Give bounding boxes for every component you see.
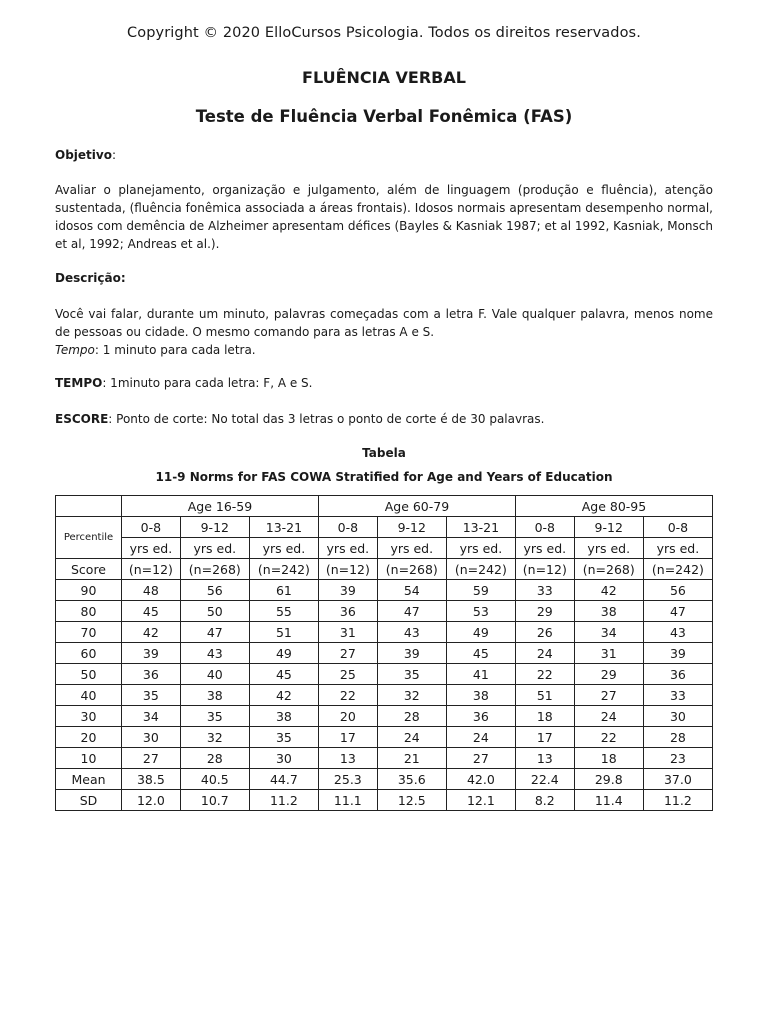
row-label-cell: 60 [56,643,122,664]
descricao-text: Você vai falar, durante um minuto, palavras começadas com a letra F. Vale qualquer palavra, menos nome de pessoas ou cidade. O mesmo comando para as letras A e S. [55,307,713,339]
score-cell: 13 [318,748,377,769]
score-cell: 38 [446,685,515,706]
row-label-cell: 40 [56,685,122,706]
score-cell: 38 [180,685,249,706]
descricao-tempo-text: : 1 minuto para cada letra. [94,343,256,357]
score-cell: 22 [574,727,643,748]
units-cell: yrs ed. [515,538,574,559]
table-row [56,601,713,622]
score-cell: 47 [180,622,249,643]
sample-size-cell: (n=242) [643,559,712,580]
escore-line [55,410,713,428]
units-cell: yrs ed. [249,538,318,559]
score-cell: 22.4 [515,769,574,790]
score-cell: 40.5 [180,769,249,790]
score-cell: 24 [515,643,574,664]
score-cell: 43 [643,622,712,643]
score-cell: 24 [574,706,643,727]
table-row [56,685,713,706]
units-row [56,538,713,559]
score-cell: 27 [574,685,643,706]
sample-size-cell: (n=242) [249,559,318,580]
table-row [56,706,713,727]
score-cell: 49 [446,622,515,643]
score-cell: 30 [249,748,318,769]
score-cell: 25.3 [318,769,377,790]
row-label-cell: 50 [56,664,122,685]
score-cell: 18 [574,748,643,769]
score-cell: 30 [643,706,712,727]
row-label-cell: 90 [56,580,122,601]
row-label-cell: Mean [56,769,122,790]
score-cell: 41 [446,664,515,685]
education-row [56,517,713,538]
score-cell: 38 [249,706,318,727]
score-cell: 28 [643,727,712,748]
education-header: 13-21 [446,517,515,538]
age-group-header: Age 80-95 [515,496,712,517]
score-cell: 8.2 [515,790,574,811]
score-cell: 39 [643,643,712,664]
score-cell: 31 [574,643,643,664]
sample-size-cell: (n=12) [122,559,181,580]
score-cell: 36 [643,664,712,685]
score-cell: 12.5 [377,790,446,811]
table-row [56,748,713,769]
score-cell: 32 [377,685,446,706]
score-cell: 37.0 [643,769,712,790]
units-cell: yrs ed. [122,538,181,559]
score-label: Score [56,559,122,580]
score-cell: 39 [377,643,446,664]
sample-size-cell: (n=268) [377,559,446,580]
score-cell: 45 [122,601,181,622]
row-label-cell: 10 [56,748,122,769]
score-cell: 39 [318,580,377,601]
score-cell: 27 [446,748,515,769]
education-header: 0-8 [515,517,574,538]
score-cell: 40 [180,664,249,685]
score-cell: 43 [180,643,249,664]
row-label-cell: 20 [56,727,122,748]
table-row [56,622,713,643]
units-cell: yrs ed. [318,538,377,559]
sample-size-cell: (n=268) [574,559,643,580]
education-header: 9-12 [574,517,643,538]
table-row [56,727,713,748]
score-cell: 36 [446,706,515,727]
score-cell: 12.0 [122,790,181,811]
score-cell: 51 [515,685,574,706]
score-cell: 34 [574,622,643,643]
descricao-label: Descrição: [55,271,126,285]
score-cell: 42 [574,580,643,601]
score-cell: 38.5 [122,769,181,790]
score-cell: 18 [515,706,574,727]
empty-corner-cell [56,496,122,517]
score-cell: 17 [515,727,574,748]
score-cell: 55 [249,601,318,622]
score-cell: 48 [122,580,181,601]
score-cell: 11.2 [643,790,712,811]
page-title: FLUÊNCIA VERBAL [302,68,466,87]
units-cell: yrs ed. [377,538,446,559]
score-cell: 42.0 [446,769,515,790]
score-cell: 35 [122,685,181,706]
score-cell: 28 [180,748,249,769]
score-cell: 10.7 [180,790,249,811]
score-cell: 36 [122,664,181,685]
score-cell: 11.1 [318,790,377,811]
score-cell: 12.1 [446,790,515,811]
score-cell: 31 [318,622,377,643]
score-cell: 38 [574,601,643,622]
score-cell: 50 [180,601,249,622]
score-cell: 24 [377,727,446,748]
score-cell: 27 [122,748,181,769]
score-cell: 23 [643,748,712,769]
percentile-label: Percentile [56,517,122,559]
age-group-header: Age 60-79 [318,496,515,517]
score-cell: 44.7 [249,769,318,790]
row-label-cell: 30 [56,706,122,727]
tempo-text: : 1minuto para cada letra: F, A e S. [102,376,313,390]
score-cell: 45 [446,643,515,664]
units-cell: yrs ed. [446,538,515,559]
sample-size-cell: (n=12) [318,559,377,580]
escore-label: ESCORE [55,412,109,426]
row-label-cell: 80 [56,601,122,622]
sample-size-cell: (n=242) [446,559,515,580]
score-cell: 21 [377,748,446,769]
copyright-notice: Copyright © 2020 ElloCursos Psicologia. Todos os direitos reservados. [127,25,641,41]
objetivo-paragraph: Avaliar o planejamento, organização e julgamento, além de linguagem (produção e fluência), atenção sustentada, (fluência fonêmica associada a áreas frontais). Idosos normais apresentam desempenho normal, idosos com demência de Alzheimer apresentam défices (Bayles & Kasniak 1987; et al 1992, Kasniak, Monsch et al, 1992; Andreas et al.). [55,183,713,251]
table-row [56,580,713,601]
score-cell: 29 [574,664,643,685]
education-header: 13-21 [249,517,318,538]
sample-size-cell: (n=12) [515,559,574,580]
score-cell: 34 [122,706,181,727]
score-cell: 35 [180,706,249,727]
education-header: 0-8 [122,517,181,538]
units-cell: yrs ed. [643,538,712,559]
score-cell: 20 [318,706,377,727]
tempo-line [55,374,713,392]
objetivo-label: Objetivo [55,148,112,162]
table-row [56,664,713,685]
sample-size-cell: (n=268) [180,559,249,580]
education-header: 9-12 [377,517,446,538]
row-label-cell: SD [56,790,122,811]
score-cell: 54 [377,580,446,601]
table-row [56,643,713,664]
objetivo-colon: : [111,148,117,162]
page-subtitle: Teste de Fluência Verbal Fonêmica (FAS) [195,107,573,126]
score-cell: 27 [318,643,377,664]
table-row [56,769,713,790]
descricao-paragraph [55,305,713,359]
score-cell: 42 [122,622,181,643]
score-cell: 47 [643,601,712,622]
escore-text: : Ponto de corte: No total das 3 letras o ponto de corte é de 30 palavras. [108,412,545,426]
descricao-tempo-label: Tempo [55,343,95,357]
score-cell: 59 [446,580,515,601]
score-cell: 39 [122,643,181,664]
score-cell: 28 [377,706,446,727]
score-cell: 32 [180,727,249,748]
units-cell: yrs ed. [574,538,643,559]
table-caption: Tabela [362,446,406,460]
score-cell: 56 [180,580,249,601]
score-cell: 29 [515,601,574,622]
score-cell: 13 [515,748,574,769]
score-cell: 35 [377,664,446,685]
score-cell: 61 [249,580,318,601]
score-cell: 29.8 [574,769,643,790]
score-cell: 25 [318,664,377,685]
sample-size-row [56,559,713,580]
score-cell: 45 [249,664,318,685]
education-header: 0-8 [318,517,377,538]
score-cell: 53 [446,601,515,622]
objetivo-heading [55,146,713,164]
score-cell: 42 [249,685,318,706]
education-header: 9-12 [180,517,249,538]
score-cell: 51 [249,622,318,643]
score-cell: 24 [446,727,515,748]
score-cell: 11.2 [249,790,318,811]
score-cell: 11.4 [574,790,643,811]
units-cell: yrs ed. [180,538,249,559]
score-cell: 30 [122,727,181,748]
education-header: 0-8 [643,517,712,538]
score-cell: 22 [318,685,377,706]
score-cell: 33 [643,685,712,706]
score-cell: 43 [377,622,446,643]
score-cell: 35.6 [377,769,446,790]
score-cell: 35 [249,727,318,748]
score-cell: 17 [318,727,377,748]
row-label-cell: 70 [56,622,122,643]
norms-table [55,495,713,811]
table-row [56,790,713,811]
score-cell: 33 [515,580,574,601]
score-cell: 56 [643,580,712,601]
score-cell: 22 [515,664,574,685]
score-cell: 36 [318,601,377,622]
score-cell: 49 [249,643,318,664]
score-cell: 26 [515,622,574,643]
age-group-header: Age 16-59 [122,496,319,517]
tempo-label: TEMPO [55,376,103,390]
age-group-row [56,496,713,517]
table-title: 11-9 Norms for FAS COWA Stratified for Age and Years of Education [155,470,613,484]
score-cell: 47 [377,601,446,622]
